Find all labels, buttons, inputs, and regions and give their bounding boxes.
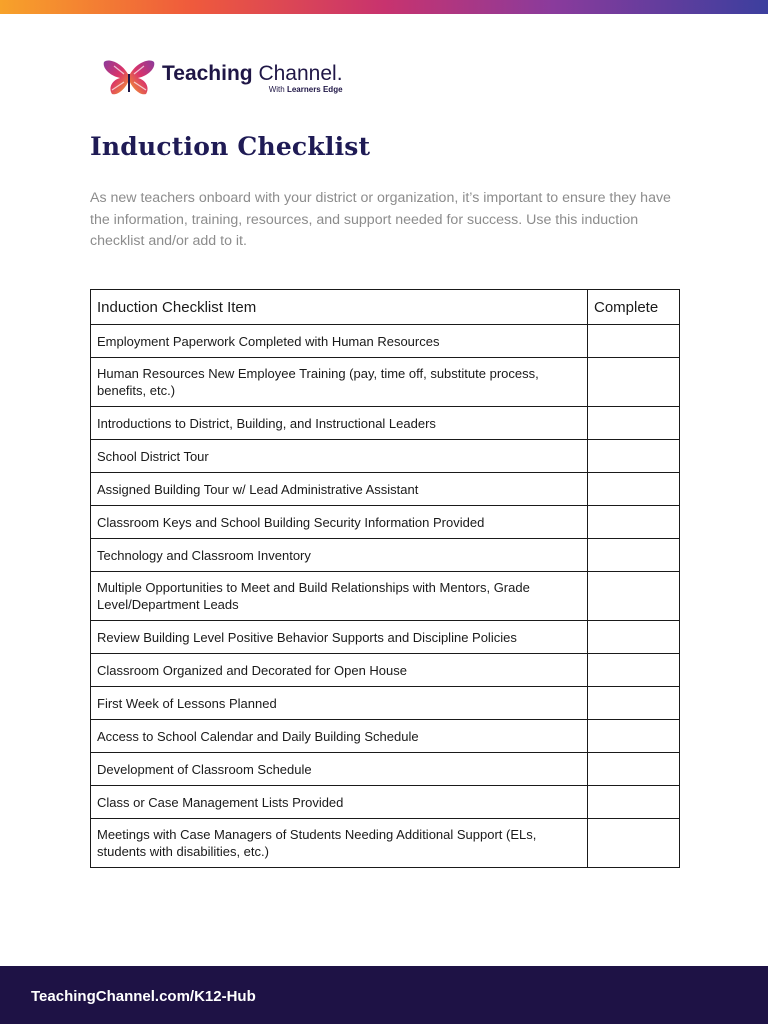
checklist-item-label: School District Tour (91, 440, 588, 473)
table-row (91, 786, 680, 819)
table-row (91, 506, 680, 539)
butterfly-logo-icon (102, 56, 156, 100)
table-row (91, 325, 680, 358)
complete-cell[interactable] (588, 473, 680, 506)
table-row (91, 687, 680, 720)
checklist-item-label: Classroom Keys and School Building Security Information Provided (91, 506, 588, 539)
table-row (91, 654, 680, 687)
checklist-item-label: Technology and Classroom Inventory (91, 539, 588, 572)
checklist-item-label: First Week of Lessons Planned (91, 687, 588, 720)
complete-cell[interactable] (588, 539, 680, 572)
complete-cell[interactable] (588, 358, 680, 407)
table-row (91, 720, 680, 753)
checklist-item-label: Class or Case Management Lists Provided (91, 786, 588, 819)
complete-cell[interactable] (588, 819, 680, 868)
checklist-item-label: Multiple Opportunities to Meet and Build Relationships with Mentors, Grade Level/Department Leads (91, 572, 588, 621)
table-row (91, 819, 680, 868)
checklist-item-label: Meetings with Case Managers of Students Needing Additional Support (ELs, students with disabilities, etc.) (91, 819, 588, 868)
table-row (91, 440, 680, 473)
complete-cell[interactable] (588, 786, 680, 819)
complete-cell[interactable] (588, 506, 680, 539)
table-header-row (91, 290, 680, 325)
table-row (91, 358, 680, 407)
complete-cell[interactable] (588, 407, 680, 440)
checklist-item-label: Review Building Level Positive Behavior Supports and Discipline Policies (91, 621, 588, 654)
gradient-top-bar (0, 0, 768, 14)
brand-tagline: With Learners Edge (268, 84, 343, 94)
complete-cell[interactable] (588, 720, 680, 753)
table-row (91, 407, 680, 440)
header-complete: Complete (588, 290, 680, 325)
intro-paragraph: As new teachers onboard with your district or organization, it’s important to ensure they have the information, training, resources, and support needed for success. Use this induction checklist and/or add to it. (90, 190, 671, 249)
checklist-item-label: Employment Paperwork Completed with Human Resources (91, 325, 588, 358)
complete-cell[interactable] (588, 621, 680, 654)
footer-website-link[interactable]: TeachingChannel.com/K12-Hub (31, 988, 256, 1005)
complete-cell[interactable] (588, 687, 680, 720)
brand-name: Teaching Channel. (162, 61, 343, 85)
checklist-item-label: Development of Classroom Schedule (91, 753, 588, 786)
complete-cell[interactable] (588, 440, 680, 473)
table-row (91, 539, 680, 572)
checklist-item-label: Access to School Calendar and Daily Building Schedule (91, 720, 588, 753)
page-title: Induction Checklist (90, 132, 371, 161)
checklist-item-label: Introductions to District, Building, and Instructional Leaders (91, 407, 588, 440)
footer-bar (0, 966, 768, 1024)
complete-cell[interactable] (588, 572, 680, 621)
table-row (91, 473, 680, 506)
complete-cell[interactable] (588, 753, 680, 786)
checklist-item-label: Classroom Organized and Decorated for Open House (91, 654, 588, 687)
table-row (91, 621, 680, 654)
table-row (91, 572, 680, 621)
header-checklist-item: Induction Checklist Item (91, 290, 588, 325)
complete-cell[interactable] (588, 654, 680, 687)
teaching-channel-logo (102, 54, 343, 102)
complete-cell[interactable] (588, 325, 680, 358)
table-row (91, 753, 680, 786)
checklist-item-label: Assigned Building Tour w/ Lead Administrative Assistant (91, 473, 588, 506)
checklist-item-label: Human Resources New Employee Training (pay, time off, substitute process, benefits, etc.) (91, 358, 588, 407)
induction-checklist-table (90, 289, 680, 868)
